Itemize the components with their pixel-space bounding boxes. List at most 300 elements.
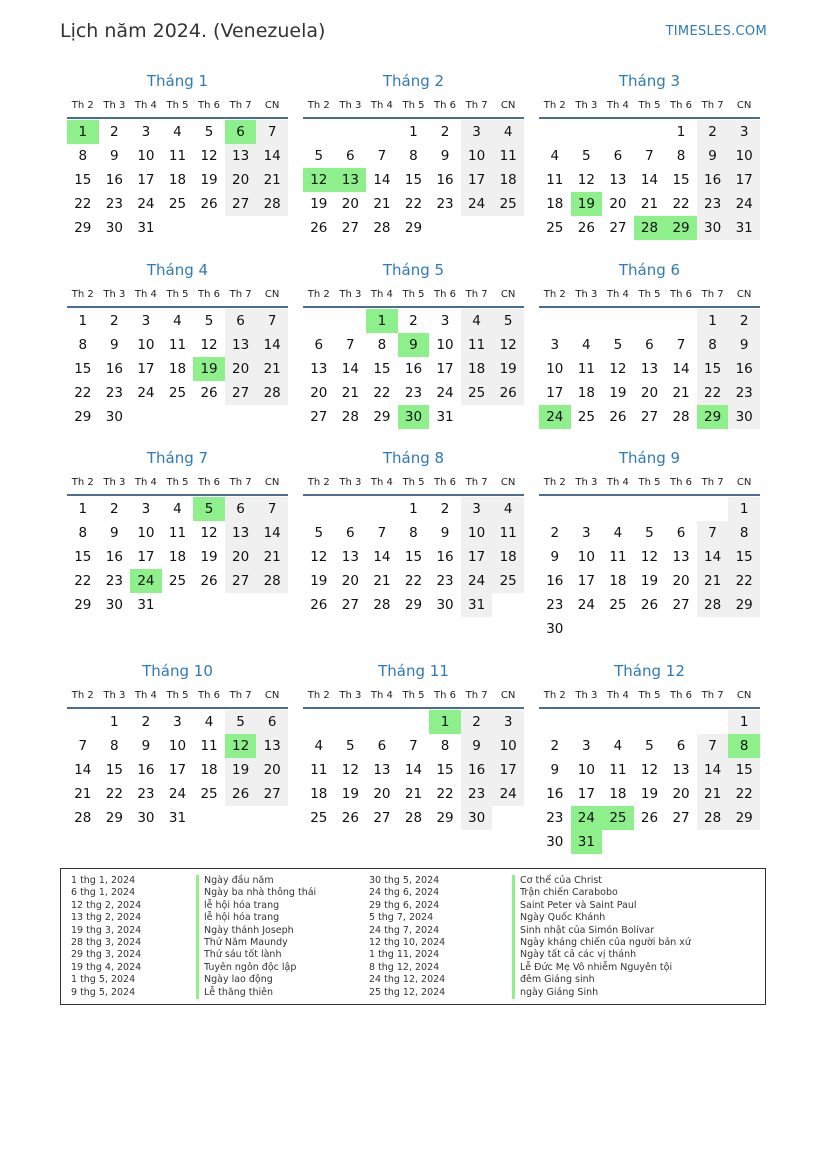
day-cell: 23	[546, 597, 564, 613]
day-cell: 24	[461, 569, 493, 593]
day-cell: 16	[436, 172, 454, 188]
day-cell: 27	[672, 810, 690, 826]
day-cell: 4	[173, 501, 182, 517]
day-cell: 5	[314, 148, 324, 164]
day-cell: 8	[78, 148, 88, 164]
weekday-label: Th 3	[339, 690, 362, 701]
day-cell: 8	[676, 148, 686, 164]
day-cell: 12	[200, 525, 218, 541]
day-cell: 15	[728, 545, 760, 569]
weekday-header	[67, 95, 288, 119]
day-cell: 3	[461, 120, 493, 144]
empty-cell	[571, 120, 603, 144]
day-cell: 26	[200, 573, 218, 589]
weekday-label: CN	[264, 690, 280, 701]
legend-holiday-name: Lễ thăng thiên	[196, 987, 316, 999]
day-cell: 12	[492, 333, 524, 357]
day-cell: 27	[341, 597, 359, 613]
weekday-label: Th 2	[307, 289, 330, 300]
month-block	[303, 70, 524, 240]
legend-holiday-name: Ngày Quốc Khánh	[512, 912, 691, 924]
day-cell: 9	[728, 333, 760, 357]
day-cell: 28	[672, 409, 690, 425]
day-cell: 8	[409, 525, 418, 541]
day-cell: 17	[137, 549, 155, 565]
day-cell: 16	[404, 361, 423, 377]
day-cell: 2	[461, 710, 493, 734]
weekday-label: CN	[500, 289, 516, 300]
weekday-label: Th 6	[434, 690, 457, 701]
day-cell: 25	[609, 597, 627, 613]
day-cell: 6	[377, 738, 387, 754]
legend-date: 24 thg 6, 2024	[369, 887, 440, 899]
brand-link[interactable]: TIMESLES.COM	[665, 24, 767, 39]
empty-cell	[366, 120, 398, 144]
day-cell: 7	[78, 738, 88, 754]
legend-date: 1 thg 1, 2024	[71, 875, 136, 886]
day-cell: 1	[78, 501, 88, 517]
weekday-label: Th 4	[134, 289, 157, 300]
day-cell: 23	[404, 385, 423, 401]
month-name: Tháng 4	[146, 261, 209, 279]
day-cell: 3	[141, 313, 151, 329]
weekday-label: Th 2	[307, 690, 330, 701]
day-cell: 27	[609, 220, 627, 236]
day-cell: 3	[550, 337, 560, 353]
weekday-label: Th 7	[229, 690, 252, 701]
day-cell: 25	[310, 810, 328, 826]
weekday-label: Th 4	[370, 690, 393, 701]
day-cell: 19	[341, 786, 359, 802]
weekday-label: Th 6	[434, 477, 457, 488]
day-cell: 29	[404, 220, 423, 236]
month-name: Tháng 7	[146, 449, 209, 467]
weekday-label: Th 3	[575, 100, 598, 111]
day-cell: 3	[141, 501, 151, 517]
month-name: Tháng 1	[146, 72, 209, 90]
day-cell: 22	[728, 782, 760, 806]
day-cell: 16	[697, 168, 729, 192]
empty-cell	[398, 710, 430, 734]
holiday-day-cell: 12	[303, 168, 335, 192]
weekday-label: Th 5	[402, 289, 425, 300]
day-grid	[303, 120, 524, 240]
day-cell: 31	[137, 220, 155, 236]
day-cell: 1	[409, 124, 418, 140]
day-cell: 15	[697, 357, 729, 381]
weekday-label: Th 7	[701, 477, 724, 488]
holiday-day-cell: 1	[429, 710, 461, 734]
legend-date: 29 thg 3, 2024	[71, 949, 142, 961]
day-cell: 2	[440, 501, 450, 517]
weekday-label: Th 7	[465, 289, 488, 300]
empty-cell	[539, 497, 571, 521]
month-name: Tháng 8	[382, 449, 445, 467]
day-cell: 11	[310, 762, 328, 778]
legend-date: 19 thg 4, 2024	[71, 961, 142, 973]
day-cell: 3	[582, 525, 591, 541]
day-cell: 14	[404, 762, 423, 778]
legend-date: 13 thg 2, 2024	[71, 912, 142, 924]
weekday-label: Th 5	[638, 289, 661, 300]
day-cell: 30	[436, 597, 454, 613]
day-cell: 23	[436, 196, 454, 212]
day-cell: 10	[137, 148, 155, 164]
legend-date-column	[71, 875, 141, 999]
day-grid	[539, 710, 760, 854]
empty-cell	[602, 710, 634, 734]
day-cell: 15	[404, 172, 423, 188]
day-cell: 12	[341, 762, 359, 778]
day-cell: 19	[640, 573, 659, 589]
day-cell: 20	[672, 786, 690, 802]
day-cell: 7	[645, 148, 654, 164]
weekday-label: Th 5	[638, 690, 661, 701]
holiday-day-cell: 12	[225, 734, 257, 758]
legend-date: 8 thg 12, 2024	[369, 961, 440, 973]
day-cell: 7	[346, 337, 355, 353]
legend-date: 25 thg 12, 2024	[369, 986, 446, 998]
day-cell: 22	[373, 385, 391, 401]
day-cell: 20	[341, 573, 359, 589]
day-cell: 17	[168, 762, 187, 778]
day-cell: 2	[697, 120, 729, 144]
day-cell: 7	[676, 337, 686, 353]
day-cell: 13	[640, 361, 659, 377]
weekday-label: Th 4	[606, 477, 629, 488]
day-cell: 20	[341, 196, 359, 212]
day-cell: 5	[645, 738, 654, 754]
day-cell: 7	[256, 309, 288, 333]
weekday-label: Th 4	[606, 100, 629, 111]
day-cell: 9	[550, 549, 560, 565]
weekday-label: Th 7	[701, 100, 724, 111]
day-cell: 4	[613, 738, 623, 754]
weekday-label: Th 6	[198, 289, 221, 300]
day-cell: 19	[492, 357, 524, 381]
legend-date: 29 thg 6, 2024	[369, 899, 440, 911]
day-cell: 31	[728, 216, 760, 240]
day-cell: 27	[310, 409, 328, 425]
day-cell: 22	[74, 573, 92, 589]
legend-holiday-name: Trận chiến Carabobo	[512, 887, 691, 899]
day-cell: 7	[377, 525, 387, 541]
day-cell: 24	[577, 597, 595, 613]
day-cell: 29	[74, 409, 92, 425]
empty-cell	[366, 497, 398, 521]
month-block	[303, 447, 524, 617]
legend-holiday-name: Sinh nhật của Simón Bolívar	[512, 925, 691, 937]
day-cell: 23	[728, 381, 760, 405]
weekday-label: Th 7	[229, 100, 252, 111]
day-cell: 12	[640, 549, 659, 565]
weekday-header	[539, 95, 760, 119]
day-cell: 25	[546, 220, 564, 236]
day-cell: 6	[346, 525, 355, 541]
legend-date: 30 thg 5, 2024	[369, 875, 440, 886]
weekday-label: CN	[736, 289, 752, 300]
weekday-label: Th 6	[434, 100, 457, 111]
holiday-day-cell: 1	[366, 309, 398, 333]
day-cell: 21	[672, 385, 690, 401]
day-cell: 27	[373, 810, 391, 826]
day-cell: 9	[141, 738, 151, 754]
day-cell: 18	[546, 196, 564, 212]
day-cell: 10	[137, 525, 155, 541]
day-cell: 27	[225, 381, 257, 405]
day-cell: 30	[137, 810, 155, 826]
day-cell: 25	[461, 381, 493, 405]
day-cell: 7	[409, 738, 418, 754]
empty-cell	[335, 309, 367, 333]
day-cell: 12	[200, 148, 218, 164]
day-cell: 15	[105, 762, 123, 778]
day-cell: 29	[74, 597, 92, 613]
day-cell: 3	[173, 714, 182, 730]
day-cell: 1	[78, 313, 88, 329]
day-cell: 8	[377, 337, 387, 353]
day-cell: 15	[74, 361, 92, 377]
day-cell: 6	[225, 497, 257, 521]
empty-cell	[366, 710, 398, 734]
day-grid	[303, 710, 524, 830]
weekday-label: Th 3	[339, 477, 362, 488]
weekday-label: Th 3	[575, 289, 598, 300]
holiday-day-cell: 6	[225, 120, 257, 144]
day-cell: 14	[74, 762, 92, 778]
day-cell: 22	[672, 196, 690, 212]
day-cell: 17	[436, 361, 454, 377]
weekday-label: Th 4	[370, 100, 393, 111]
holiday-day-cell: 19	[193, 357, 225, 381]
day-cell: 26	[341, 810, 359, 826]
holiday-day-cell: 24	[571, 806, 603, 830]
empty-cell	[665, 497, 697, 521]
weekday-label: Th 4	[370, 289, 393, 300]
empty-cell	[602, 120, 634, 144]
day-cell: 4	[314, 738, 324, 754]
weekday-label: Th 4	[134, 477, 157, 488]
weekday-label: CN	[264, 289, 280, 300]
weekday-label: CN	[264, 477, 280, 488]
day-cell: 26	[225, 782, 257, 806]
legend-holiday-name: Lễ Đức Mẹ Vô nhiễm Nguyên tội	[512, 962, 691, 974]
day-cell: 18	[609, 573, 627, 589]
weekday-label: Th 2	[71, 690, 94, 701]
month-name: Tháng 11	[378, 662, 449, 680]
legend-holiday-name: Ngày lao động	[196, 974, 316, 986]
day-cell: 12	[640, 762, 659, 778]
legend-date: 24 thg 12, 2024	[369, 974, 446, 986]
day-cell: 26	[200, 196, 218, 212]
day-cell: 21	[373, 573, 391, 589]
month-block	[67, 660, 288, 830]
day-cell: 19	[609, 385, 627, 401]
day-cell: 24	[137, 385, 155, 401]
day-grid	[539, 497, 760, 641]
day-cell: 27	[256, 782, 288, 806]
day-cell: 17	[577, 573, 595, 589]
day-cell: 13	[341, 549, 359, 565]
day-cell: 28	[256, 192, 288, 216]
empty-cell	[303, 497, 335, 521]
day-cell: 2	[550, 738, 560, 754]
weekday-label: Th 3	[103, 690, 126, 701]
weekday-label: Th 7	[229, 477, 252, 488]
day-cell: 22	[436, 786, 454, 802]
day-cell: 26	[492, 381, 524, 405]
day-cell: 18	[492, 168, 524, 192]
day-cell: 24	[436, 385, 454, 401]
day-cell: 15	[404, 549, 423, 565]
day-cell: 21	[256, 168, 288, 192]
empty-cell	[67, 710, 99, 734]
day-cell: 21	[256, 545, 288, 569]
day-cell: 17	[137, 361, 155, 377]
weekday-label: Th 4	[134, 100, 157, 111]
day-cell: 4	[173, 124, 182, 140]
weekday-label: Th 3	[339, 100, 362, 111]
day-cell: 7	[377, 148, 387, 164]
day-cell: 6	[645, 337, 654, 353]
weekday-label: Th 7	[465, 477, 488, 488]
day-cell: 15	[436, 762, 454, 778]
day-cell: 29	[436, 810, 454, 826]
day-cell: 14	[640, 172, 659, 188]
legend-date: 9 thg 5, 2024	[71, 986, 136, 998]
day-cell: 11	[168, 337, 187, 353]
day-cell: 21	[373, 196, 391, 212]
day-cell: 5	[645, 525, 654, 541]
legend-holiday-name: Ngày tất cả các vị thánh	[512, 949, 691, 961]
empty-cell	[634, 120, 666, 144]
day-cell: 11	[461, 333, 493, 357]
day-cell: 17	[492, 758, 524, 782]
day-cell: 20	[310, 385, 328, 401]
day-cell: 8	[110, 738, 119, 754]
day-cell: 31	[137, 597, 155, 613]
day-grid	[67, 497, 288, 617]
day-grid	[539, 309, 760, 429]
month-block	[67, 447, 288, 617]
day-cell: 22	[404, 573, 423, 589]
weekday-label: Th 5	[166, 289, 189, 300]
empty-cell	[335, 497, 367, 521]
day-cell: 9	[550, 762, 560, 778]
weekday-label: Th 6	[198, 690, 221, 701]
day-grid	[67, 120, 288, 240]
empty-cell	[602, 497, 634, 521]
day-cell: 6	[676, 525, 686, 541]
day-cell: 5	[582, 148, 591, 164]
day-cell: 30	[546, 621, 564, 637]
weekday-label: Th 3	[103, 100, 126, 111]
day-cell: 14	[672, 361, 690, 377]
day-cell: 11	[168, 148, 187, 164]
day-cell: 4	[204, 714, 214, 730]
day-cell: 29	[728, 593, 760, 617]
weekday-label: CN	[736, 100, 752, 111]
day-cell: 4	[492, 497, 524, 521]
day-cell: 28	[341, 409, 359, 425]
legend-name-column	[512, 875, 691, 999]
day-cell: 24	[461, 192, 493, 216]
day-cell: 23	[105, 573, 123, 589]
day-cell: 25	[492, 569, 524, 593]
holiday-day-cell: 5	[193, 497, 225, 521]
holiday-day-cell: 13	[335, 168, 367, 192]
weekday-label: CN	[264, 100, 280, 111]
weekday-label: Th 7	[465, 690, 488, 701]
day-cell: 6	[676, 738, 686, 754]
weekday-label: Th 5	[166, 477, 189, 488]
empty-cell	[539, 309, 571, 333]
legend-date: 1 thg 11, 2024	[369, 949, 440, 961]
day-cell: 1	[697, 309, 729, 333]
day-cell: 14	[256, 333, 288, 357]
day-cell: 24	[137, 196, 155, 212]
day-cell: 7	[256, 120, 288, 144]
day-grid	[67, 309, 288, 429]
day-cell: 10	[546, 361, 564, 377]
holiday-day-cell: 25	[602, 806, 634, 830]
legend-holiday-name: đêm Giáng sinh	[512, 974, 691, 986]
day-cell: 18	[168, 172, 187, 188]
day-cell: 24	[728, 192, 760, 216]
day-cell: 25	[168, 573, 187, 589]
day-cell: 28	[697, 593, 729, 617]
day-cell: 27	[640, 409, 659, 425]
holiday-day-cell: 19	[571, 192, 603, 216]
legend-holiday-name: lễ hội hóa trang	[196, 912, 316, 924]
day-cell: 27	[225, 192, 257, 216]
empty-cell	[335, 120, 367, 144]
day-cell: 23	[436, 573, 454, 589]
day-cell: 4	[173, 313, 182, 329]
day-cell: 9	[110, 525, 119, 541]
day-cell: 26	[609, 409, 627, 425]
day-cell: 11	[492, 144, 524, 168]
day-cell: 11	[609, 549, 627, 565]
day-cell: 1	[728, 497, 760, 521]
day-cell: 7	[697, 734, 729, 758]
day-cell: 26	[310, 220, 328, 236]
day-cell: 10	[577, 762, 595, 778]
day-cell: 2	[409, 313, 418, 329]
day-cell: 16	[105, 361, 123, 377]
legend-holiday-name: Tuyên ngôn độc lập	[196, 962, 316, 974]
month-block	[67, 259, 288, 429]
weekday-label: Th 5	[402, 477, 425, 488]
holiday-day-cell: 29	[697, 405, 729, 429]
day-cell: 10	[728, 144, 760, 168]
holiday-day-cell: 24	[539, 405, 571, 429]
weekday-label: Th 7	[465, 100, 488, 111]
weekday-label: Th 2	[71, 289, 94, 300]
day-cell: 13	[672, 549, 690, 565]
legend-holiday-name: Saint Peter và Saint Paul	[512, 900, 691, 912]
day-cell: 9	[440, 525, 450, 541]
weekday-label: CN	[500, 477, 516, 488]
day-cell: 28	[373, 597, 391, 613]
day-cell: 12	[200, 337, 218, 353]
weekday-label: Th 5	[166, 100, 189, 111]
day-cell: 8	[728, 521, 760, 545]
empty-cell	[602, 309, 634, 333]
day-grid	[67, 710, 288, 830]
day-cell: 5	[613, 337, 623, 353]
day-cell: 20	[225, 545, 257, 569]
